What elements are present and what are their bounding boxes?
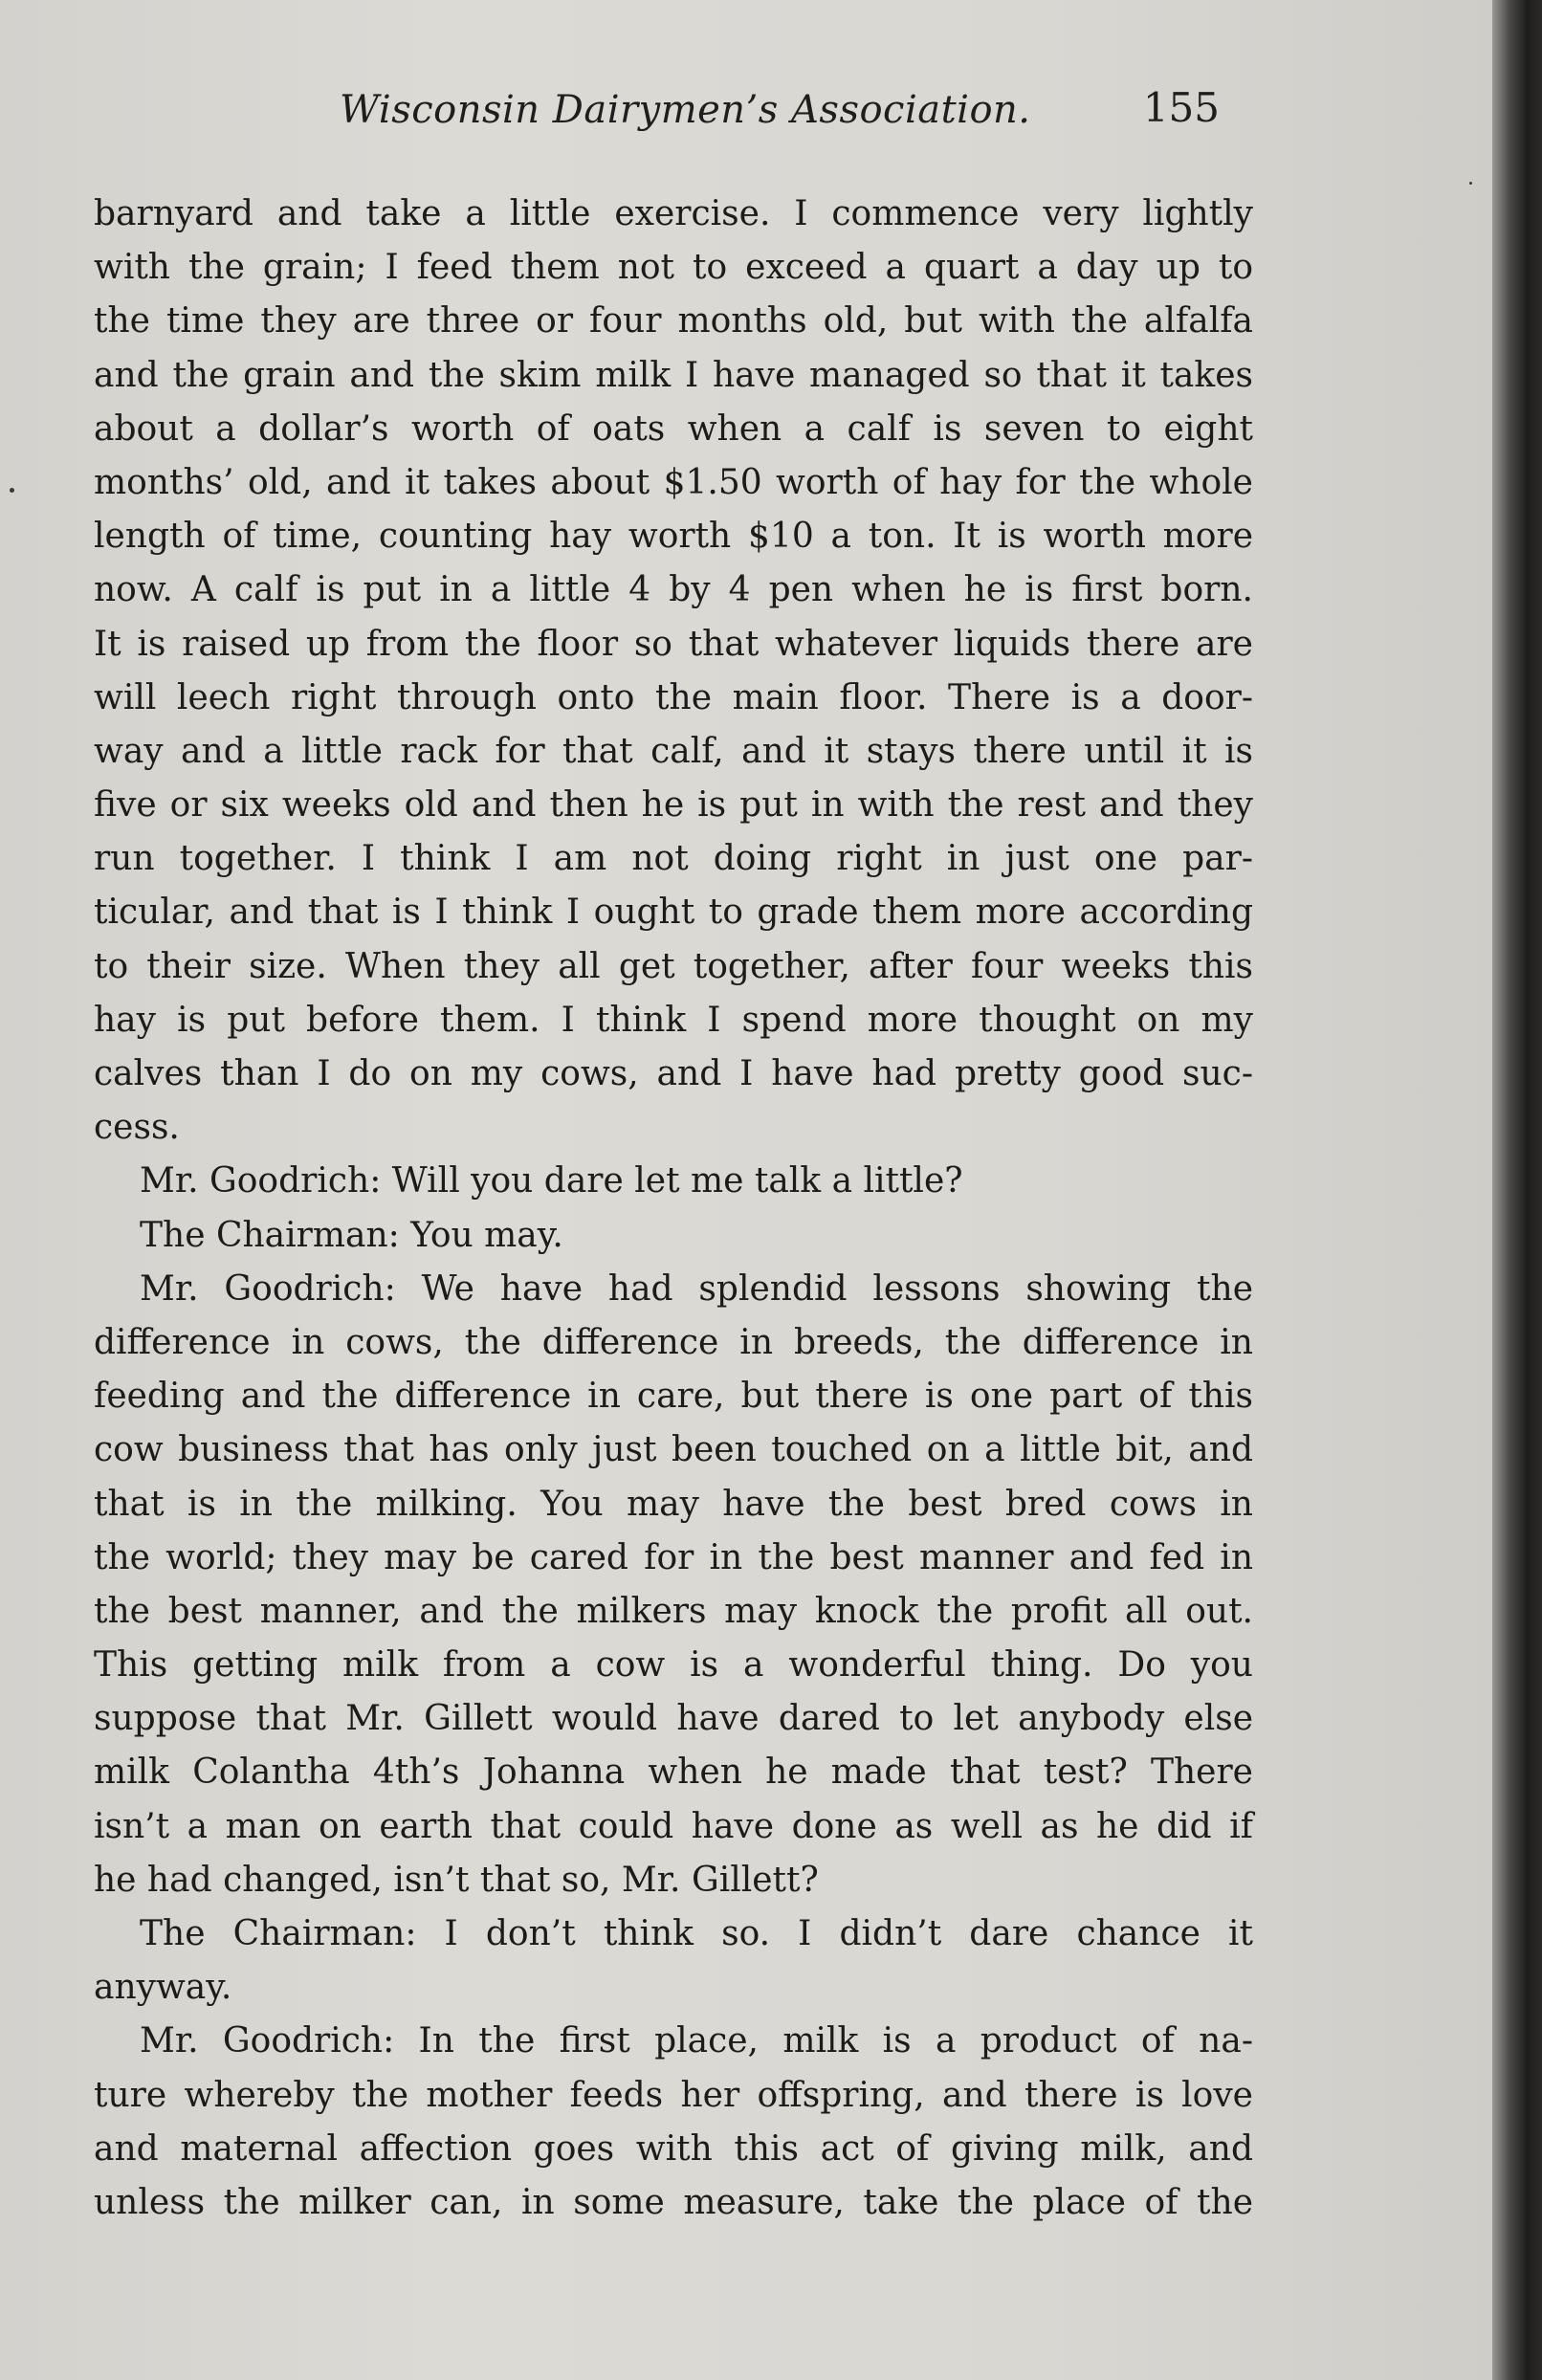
text-line: ticular, and that is I think I ought to grade them more according bbox=[94, 892, 1253, 933]
page-number: 155 bbox=[1142, 84, 1220, 131]
text-line: and maternal affection goes with this act of giving milk, and bbox=[94, 2128, 1253, 2169]
text-line: that is in the milking. You may have the best bred cows in bbox=[94, 1484, 1253, 1524]
text-line: five or six weeks old and then he is put in with the rest and they bbox=[94, 785, 1253, 826]
text-line: suppose that Mr. Gillett would have dared to let anybody else bbox=[94, 1699, 1253, 1739]
text-line: the world; they may be cared for in the best manner and fed in bbox=[94, 1537, 1253, 1577]
body-text bbox=[94, 187, 1253, 2230]
text-line: will leech right through onto the main floor. There is a door- bbox=[94, 677, 1253, 717]
scan-speck bbox=[1469, 182, 1472, 185]
text-line: cow business that has only just been touched on a little bit, and bbox=[94, 1430, 1253, 1470]
text-line: and the grain and the skim milk I have managed so that it takes bbox=[94, 355, 1253, 395]
running-title: Wisconsin Dairymen’s Association. bbox=[340, 88, 1031, 132]
text-line: Mr. Goodrich: Will you dare let me talk a little? bbox=[140, 1161, 963, 1201]
text-line: Mr. Goodrich: In the first place, milk is a product of na- bbox=[140, 2021, 1253, 2061]
text-line: cess. bbox=[94, 1108, 180, 1148]
text-line: to their size. When they all get together, after four weeks this bbox=[94, 946, 1253, 986]
text-line: feeding and the difference in care, but there is one part of this bbox=[94, 1377, 1253, 1417]
text-line: run together. I think I am not doing right in just one par- bbox=[94, 839, 1253, 879]
text-line: The Chairman: I don’t think so. I didn’t dare chance it bbox=[140, 1914, 1253, 1953]
text-line: now. A calf is put in a little 4 by 4 pen when he is first born. bbox=[94, 570, 1253, 610]
text-line: anyway. bbox=[94, 1968, 232, 2008]
text-line: barnyard and take a little exercise. I commence very lightly bbox=[94, 194, 1253, 233]
text-line: difference in cows, the difference in breeds, the difference in bbox=[94, 1322, 1253, 1362]
text-line: isn’t a man on earth that could have done as well as he did if bbox=[94, 1806, 1253, 1846]
text-line: calves than I do on my cows, and I have had pretty good suc- bbox=[94, 1054, 1253, 1093]
text-line: milk Colantha 4th’s Johanna when he made that test? There bbox=[94, 1752, 1253, 1793]
text-line: with the grain; I feed them not to exceed a quart a day up to bbox=[94, 248, 1253, 288]
text-line: about a dollar’s worth of oats when a calf is seven to eight bbox=[94, 408, 1253, 449]
text-line: ture whereby the mother feeds her offspring, and there is love bbox=[94, 2075, 1253, 2115]
text-line: months’ old, and it takes about $1.50 worth of hay for the whole bbox=[94, 462, 1253, 502]
text-line: Mr. Goodrich: We have had splendid lessons showing the bbox=[140, 1268, 1253, 1309]
page-header bbox=[340, 84, 1220, 145]
text-line: It is raised up from the floor so that whatever liquids there are bbox=[94, 624, 1253, 664]
text-line: The Chairman: You may. bbox=[140, 1215, 563, 1255]
text-line: This getting milk from a cow is a wonderful thing. Do you bbox=[94, 1645, 1253, 1686]
text-line: he had changed, isn’t that so, Mr. Gillett? bbox=[94, 1860, 819, 1900]
text-line: way and a little rack for that calf, and it stays there until it is bbox=[94, 731, 1253, 771]
scan-speck bbox=[10, 488, 14, 493]
text-line: length of time, counting hay worth $10 a ton. It is worth more bbox=[94, 517, 1253, 557]
text-line: hay is put before them. I think I spend more thought on my bbox=[94, 1000, 1253, 1040]
text-line: unless the milker can, in some measure, take the place of the bbox=[94, 2182, 1253, 2222]
book-spine-shadow bbox=[1492, 0, 1542, 2380]
text-line: the best manner, and the milkers may knock the profit all out. bbox=[94, 1591, 1253, 1631]
text-line: the time they are three or four months old, but with the alfalfa bbox=[94, 301, 1253, 342]
